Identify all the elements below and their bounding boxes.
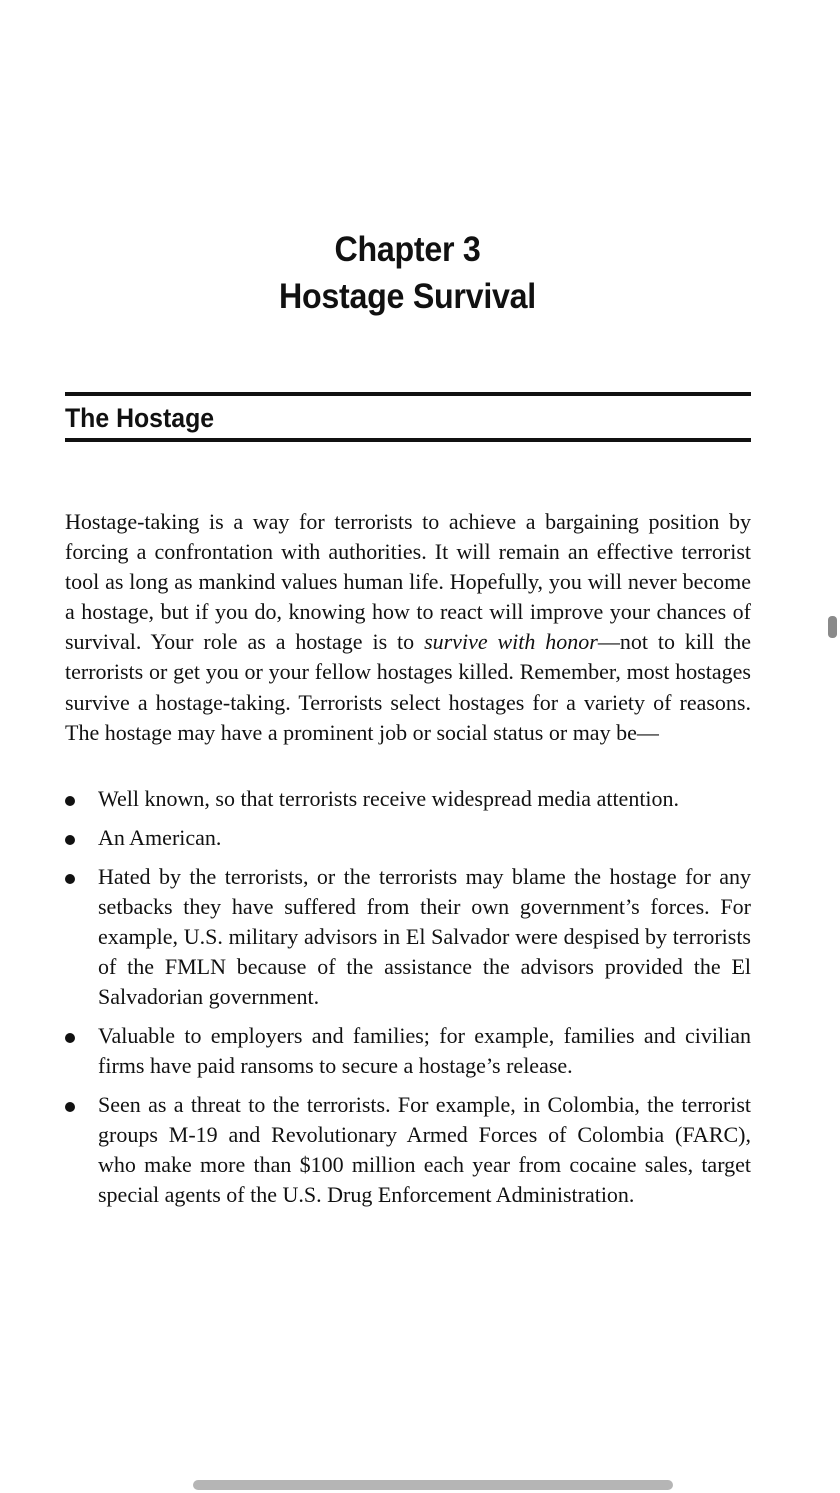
horizontal-scrollbar-thumb[interactable]: [193, 1480, 673, 1490]
chapter-title: Hostage Survival: [279, 277, 536, 316]
chapter-heading: [33, 226, 783, 320]
list-item-text: Hated by the terrorists, or the terrorists may blame the hostage for any setbacks they have suffered from their own government’s forces. For example, U.S. military advisors in El Salvador were despised by terrorists of the FMLN because of the assistance the advisors provided the El Salvadorian government.: [98, 864, 751, 1009]
list-item-text: Well known, so that terrorists receive widespread media attention.: [98, 786, 680, 811]
section-header: [65, 392, 751, 442]
bullet-icon: [65, 1102, 75, 1112]
paragraph-emphasis: survive with honor: [424, 629, 598, 655]
list-item: [65, 784, 751, 814]
list-item: [65, 1021, 751, 1081]
bullet-icon: [65, 1033, 75, 1043]
bullet-icon: [65, 835, 75, 845]
list-item: [65, 1090, 751, 1210]
section-title: The Hostage: [65, 403, 215, 433]
vertical-scrollbar-thumb[interactable]: [828, 616, 837, 638]
list-item-text: An American.: [98, 825, 222, 850]
list-item-text: Seen as a threat to the terrorists. For example, in Colombia, the terrorist groups M-19 and Revolutionary Armed Forces of Colombia (FARC), who make more than $100 million each year from cocaine sales, target special agents of the U.S. Drug Enforcement Administration.: [98, 1092, 751, 1207]
paragraph-text-end: —not to kill the terrorists or get you or your fellow hostages killed. Remember, most hostages survive a hostage-taking. Terrorists select hostages for a variety of reasons. The hostage may have a prominent job or social status or may be—: [65, 629, 751, 745]
hostage-reasons-list: [65, 784, 751, 1219]
list-item: [65, 862, 751, 1012]
intro-paragraph: [65, 507, 751, 748]
chapter-number: Chapter 3: [334, 230, 481, 269]
list-item-text: Valuable to employers and families; for example, families and civilian firms have paid ransoms to secure a hostage’s release.: [98, 1023, 751, 1078]
list-item: [65, 823, 751, 853]
bullet-icon: [65, 874, 75, 884]
paragraph-text-start: Hostage-taking is a way for terrorists to achieve a bargaining position by forcing a confrontation with authorities. It will remain an effective terrorist tool as long as mankind values human life. Hopefully, you will never become a hostage, but if you do, knowing how to react will improve your chances of survival. Your role as a hostage is to: [65, 509, 751, 655]
bullet-icon: [65, 796, 75, 806]
